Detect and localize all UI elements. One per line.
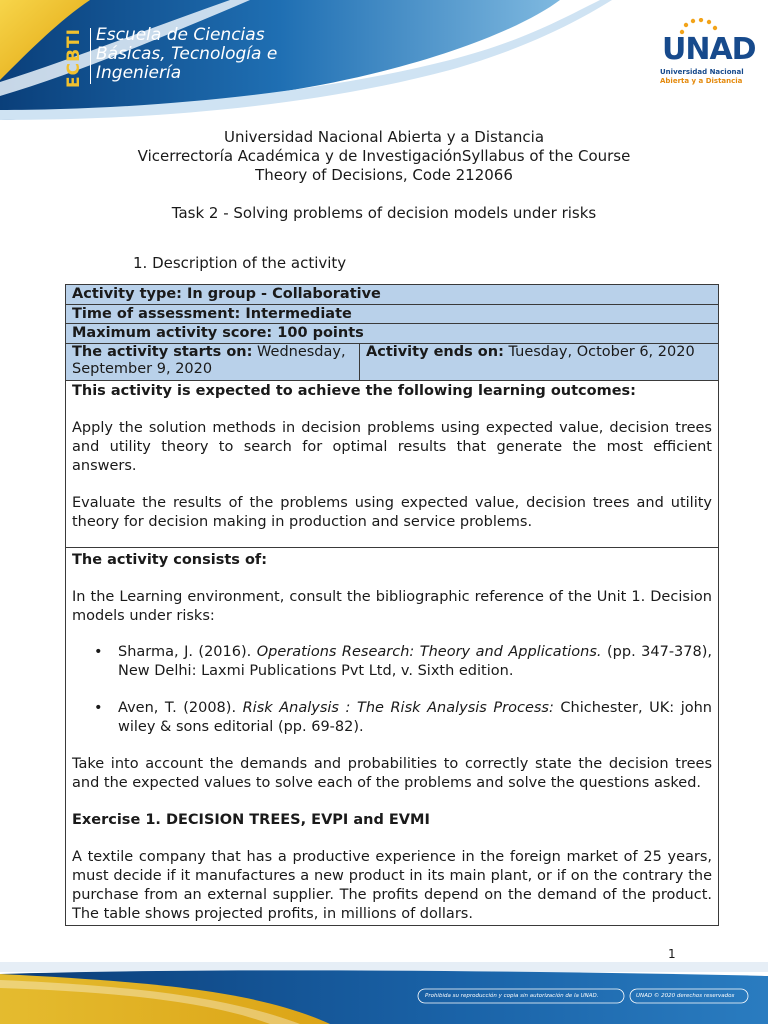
school-divider	[90, 28, 91, 84]
learning-outcomes-cell	[66, 381, 718, 548]
activity-table	[65, 284, 719, 926]
footer-rights-note: UNAD © 2020 derechos reservados	[636, 993, 735, 999]
header-banner	[0, 0, 768, 120]
consists-heading: The activity consists of:	[72, 551, 268, 568]
reference-list	[72, 643, 712, 737]
school-line-1: Escuela de Ciencias	[96, 25, 265, 45]
unad-logo	[656, 18, 756, 98]
list-item: • Aven, T. (2008). Risk Analysis : The Risk Analysis Process: Chichester, UK: john wiley & sons editorial (pp. 69-82).	[94, 699, 712, 737]
footer-copy-note: Prohibida su reproducción y copia sin autorización de la UNAD.	[425, 993, 599, 999]
consists-intro: In the Learning environment, consult the bibliographic reference of the Unit 1. Decision models under risks:	[72, 588, 712, 624]
title-university: Universidad Nacional Abierta y a Distancia	[223, 128, 545, 146]
assessment-time-row: Time of assessment: Intermediate	[66, 305, 718, 325]
title-course: Theory of Decisions, Code 212066	[255, 166, 513, 184]
logo-wordmark: UNAD	[662, 32, 756, 67]
outcome-paragraph: Apply the solution methods in decision problems using expected value, decision trees and utility theory to search for optimal results that generate the most efficient answers.	[72, 419, 712, 474]
activity-type-row: Activity type: In group - Collaborative	[66, 285, 718, 305]
ecbti-label: ECBTI	[64, 28, 84, 88]
outcomes-heading: This activity is expected to achieve the following learning outcomes:	[72, 382, 636, 399]
section-heading: 1. Description of the activity	[133, 254, 347, 272]
dates-row	[66, 344, 718, 381]
list-item: • Sharma, J. (2016). Operations Research: Theory and Applications. (pp. 347-378), New Delhi: Laxmi Publications Pvt Ltd, v. Sixth edition.	[94, 643, 712, 681]
logo-subtitle: Universidad Nacional Abierta y a Distancia	[660, 68, 744, 85]
title-vicerrectoria: Vicerrectoría Académica y de InvestigaciónSyllabus of the Course	[137, 147, 631, 165]
document-titles	[40, 128, 728, 185]
task-title: Task 2 - Solving problems of decision models under risks	[171, 204, 597, 222]
exercise-title: Exercise 1. DECISION TREES, EVPI and EVMI	[72, 811, 430, 828]
start-date-cell: The activity starts on: Wednesday, September 9, 2020	[66, 344, 360, 380]
outcome-paragraph: Evaluate the results of the problems using expected value, decision trees and utility theory for decision making in production and service problems.	[72, 494, 712, 530]
demands-paragraph: Take into account the demands and probabilities to correctly state the decision trees and the expected values to solve each of the problems and solve the questions asked.	[72, 755, 712, 791]
end-date-cell: Activity ends on: Tuesday, October 6, 2020	[366, 343, 695, 360]
school-name	[96, 26, 326, 83]
activity-consists-cell	[66, 548, 718, 925]
school-line-3: Ingeniería	[96, 63, 182, 83]
page-number: 1	[668, 947, 676, 961]
exercise-paragraph: A textile company that has a productive experience in the foreign market of 25 years, must decide if it manufactures a new product in its main plant, or if on the contrary the purchase from an external supplier. The profits depend on the demand of the product. The table shows projected profits, in millions of dollars.	[72, 848, 712, 922]
school-line-2: Básicas, Tecnología e	[96, 44, 278, 64]
max-score-row: Maximum activity score: 100 points	[66, 324, 718, 344]
